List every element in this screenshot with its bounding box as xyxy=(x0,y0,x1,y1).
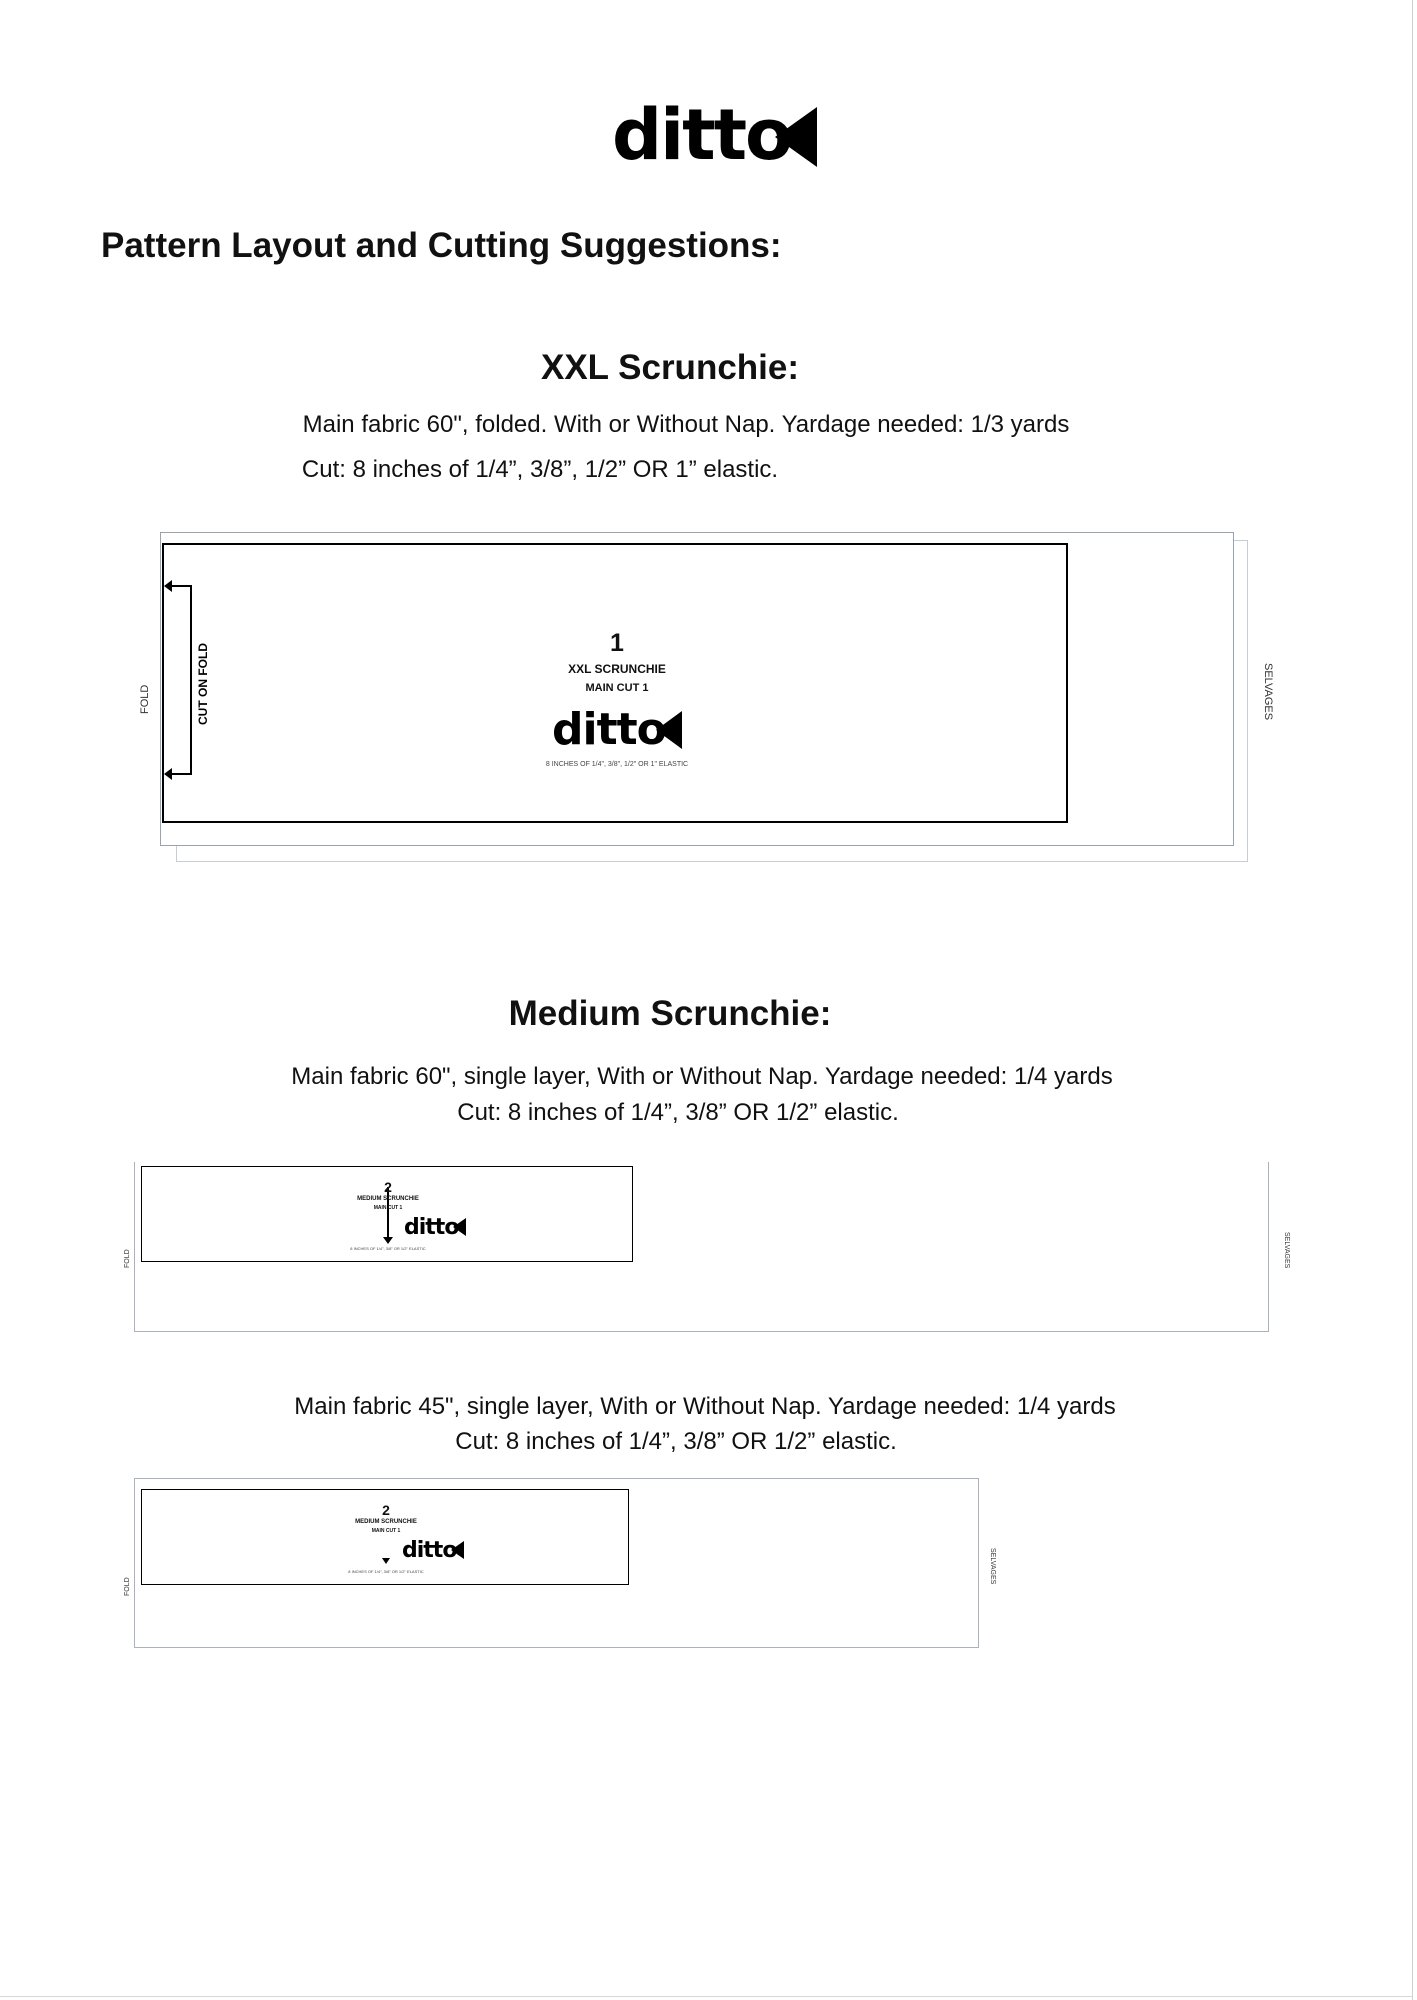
medium-section-title: Medium Scrunchie: xyxy=(508,994,832,1033)
page-title: Pattern Layout and Cutting Suggestions: xyxy=(101,226,782,265)
xxl-selvages-label: SELVAGES xyxy=(1262,663,1274,721)
page-edge xyxy=(1412,0,1413,2000)
logo-wordmark: ditto xyxy=(404,1215,459,1240)
grainline-arrow-icon xyxy=(383,1237,393,1244)
xxl-piece-ditto-logo xyxy=(552,704,682,755)
medium-60-pattern-piece[interactable] xyxy=(141,1166,633,1262)
fold-arrow-bottom-icon xyxy=(164,768,172,780)
xxl-piece-name: XXL SCRUNCHIE xyxy=(568,662,666,676)
medium-45-selvages-label: SELVAGES xyxy=(989,1548,996,1585)
cone-icon xyxy=(656,711,682,749)
medium-45-piece-fine-print: 8 INCHES OF 1/4", 3/8" OR 1/2" ELASTIC xyxy=(348,1569,424,1574)
medium-45-pattern-piece[interactable] xyxy=(141,1489,629,1585)
medium-60-piece-fine-print: 8 INCHES OF 1/4", 3/8" OR 1/2" ELASTIC xyxy=(350,1246,426,1251)
xxl-fabric-note: Main fabric 60", folded. With or Without Nap. Yardage needed: 1/3 yards xyxy=(302,411,1070,438)
xxl-piece-fine-print: 8 INCHES OF 1/4", 3/8", 1/2" OR 1" ELASTIC xyxy=(545,761,689,768)
cone-icon xyxy=(451,1541,464,1559)
page-bottom-edge xyxy=(0,1996,1412,1997)
logo-wordmark: ditto xyxy=(402,1538,457,1563)
medium-45-piece-name: MEDIUM SCRUNCHIE xyxy=(355,1519,417,1525)
xxl-section-title: XXL Scrunchie: xyxy=(540,348,800,387)
ditto-logo xyxy=(612,94,817,176)
fold-arrow-top-icon xyxy=(164,580,172,592)
logo-wordmark: ditto xyxy=(552,704,666,755)
medium-60-cut-note: Cut: 8 inches of 1/4”, 3/8” OR 1/2” elastic. xyxy=(457,1099,899,1126)
medium-60-piece-ditto-logo xyxy=(404,1217,466,1239)
xxl-pattern-piece[interactable] xyxy=(162,543,1068,823)
medium-60-piece-name: MEDIUM SCRUNCHIE xyxy=(357,1196,419,1202)
medium-45-piece-ditto-logo xyxy=(402,1540,464,1562)
cone-icon xyxy=(453,1218,466,1236)
logo-wordmark: ditto xyxy=(612,94,792,176)
xxl-cut-note: Cut: 8 inches of 1/4”, 3/8”, 1/2” OR 1” elastic. xyxy=(301,456,779,483)
medium-45-fold-label: FOLD xyxy=(124,1577,131,1596)
medium-60-fold-label: FOLD xyxy=(124,1249,131,1268)
medium-45-piece-number: 2 xyxy=(382,1502,390,1518)
fold-bracket-line xyxy=(190,585,192,775)
medium-45-piece-cut: MAIN CUT 1 xyxy=(371,1528,401,1534)
grainline-arrow-icon xyxy=(382,1558,390,1564)
cone-icon xyxy=(775,107,817,167)
medium-60-fabric-note: Main fabric 60", single layer, With or Without Nap. Yardage needed: 1/4 yards xyxy=(291,1063,1113,1090)
xxl-fold-label: FOLD xyxy=(139,684,151,714)
medium-60-piece-cut: MAIN CUT 1 xyxy=(373,1205,403,1211)
cut-on-fold-label: CUT ON FOLD xyxy=(196,643,210,725)
xxl-piece-cut: MAIN CUT 1 xyxy=(585,682,649,694)
medium-60-selvages-label: SELVAGES xyxy=(1283,1232,1290,1269)
medium-45-fabric-note: Main fabric 45", single layer, With or Without Nap. Yardage needed: 1/4 yards xyxy=(294,1393,1116,1420)
xxl-piece-number: 1 xyxy=(610,629,624,657)
medium-45-cut-note: Cut: 8 inches of 1/4”, 3/8” OR 1/2” elastic. xyxy=(455,1428,897,1455)
medium-60-piece-number: 2 xyxy=(384,1179,392,1195)
